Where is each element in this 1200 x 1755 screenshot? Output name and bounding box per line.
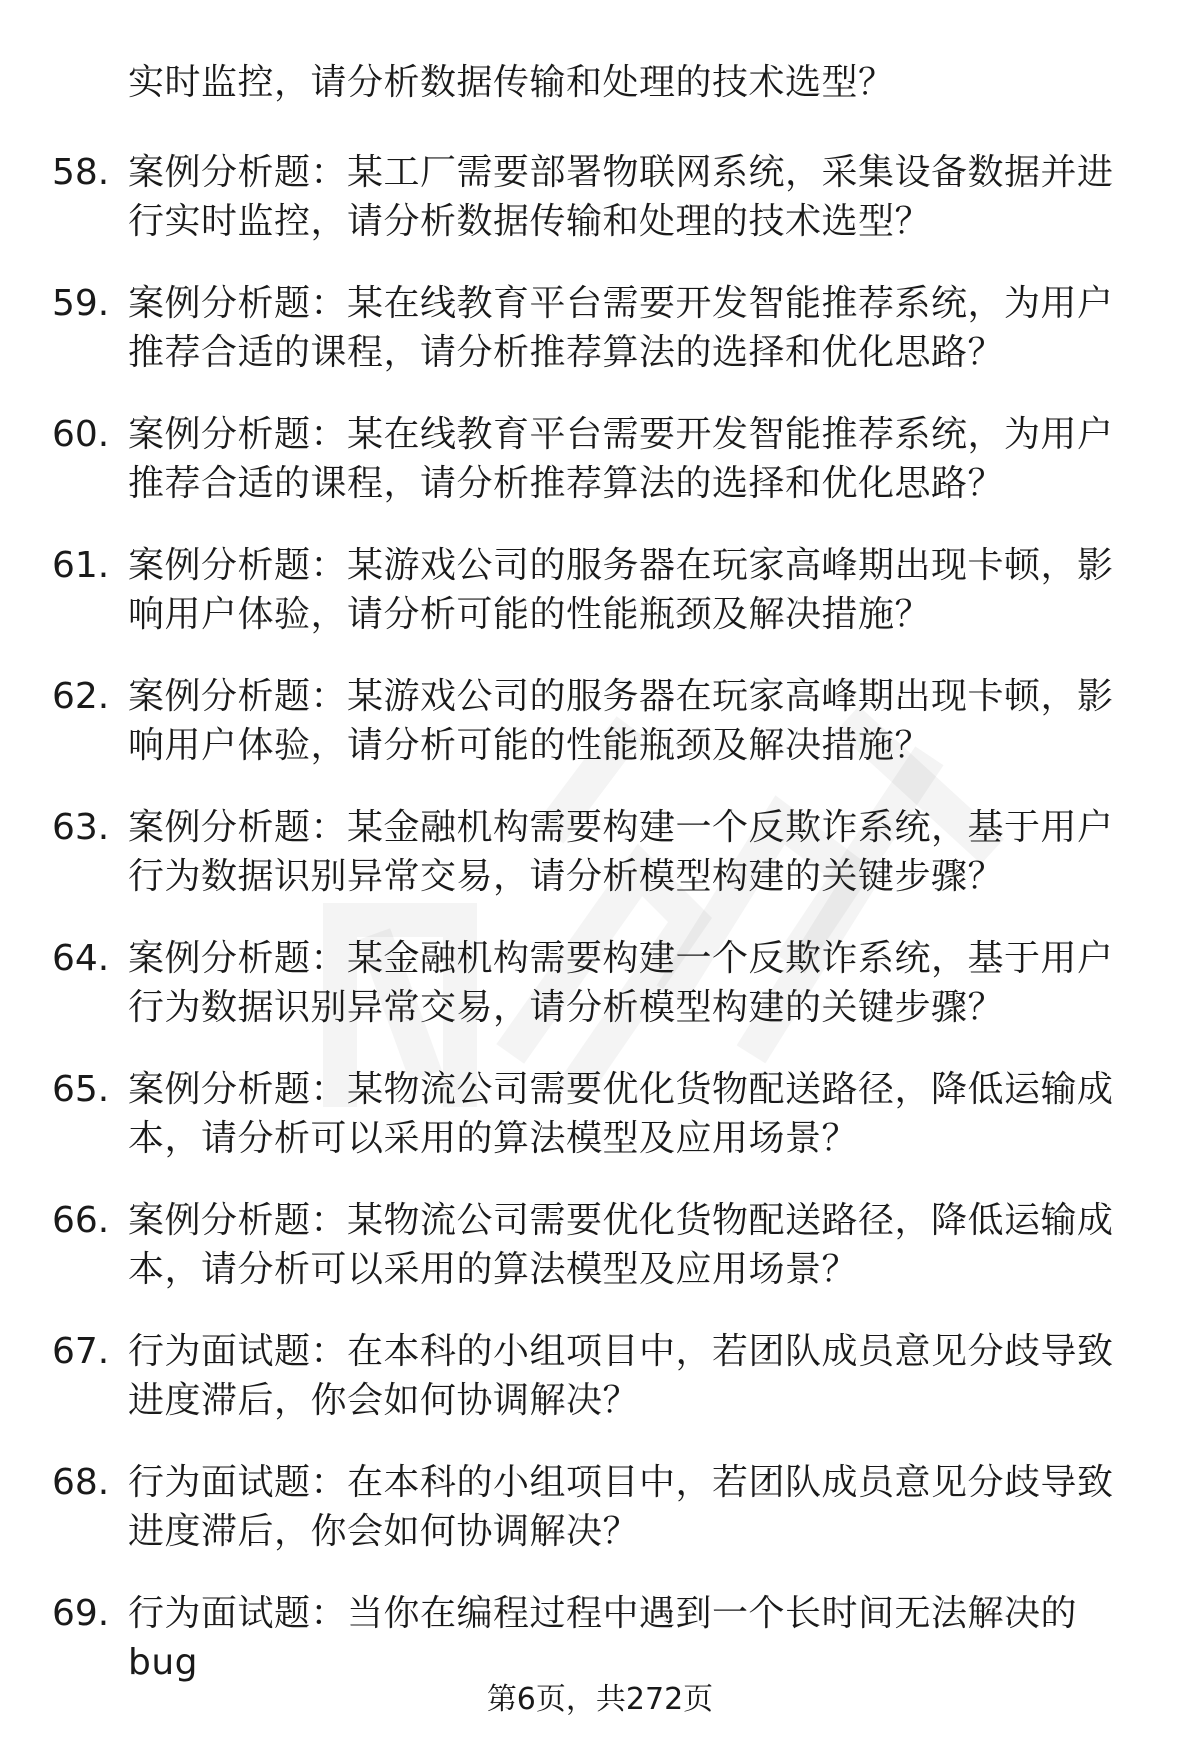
question-text: 案例分析题：某物流公司需要优化货物配送路径，降低运输成本，请分析可以采用的算法模型及应用场景？ (128, 1069, 1114, 1159)
question-text: 案例分析题：某在线教育平台需要开发智能推荐系统，为用户推荐合适的课程，请分析推荐算法的选择和优化思路？ (128, 283, 1114, 373)
question-text: 案例分析题：某工厂需要部署物联网系统，采集设备数据并进行实时监控，请分析数据传输和处理的技术选型？ (128, 152, 1114, 242)
question-item (0, 1196, 1200, 1327)
question-number: 58. (52, 152, 110, 193)
question-number: 61. (52, 545, 110, 586)
question-item (0, 1327, 1200, 1458)
question-text: 案例分析题：某金融机构需要构建一个反欺诈系统，基于用户行为数据识别异常交易，请分析模型构建的关键步骤？ (128, 807, 1114, 897)
question-number: 62. (52, 676, 110, 717)
question-text: 案例分析题：某游戏公司的服务器在玩家高峰期出现卡顿，影响用户体验，请分析可能的性能瓶颈及解决措施？ (128, 676, 1114, 766)
question-item (0, 1065, 1200, 1196)
continuation-line: 实时监控，请分析数据传输和处理的技术选型？ (128, 62, 895, 103)
question-number: 65. (52, 1069, 110, 1110)
page-footer: 第6页，共272页 (486, 1682, 714, 1717)
question-item (0, 803, 1200, 934)
question-item (0, 1458, 1200, 1589)
question-number: 59. (52, 283, 110, 324)
question-item (0, 279, 1200, 410)
question-number: 69. (52, 1593, 110, 1634)
question-number: 68. (52, 1462, 110, 1503)
question-number: 60. (52, 414, 110, 455)
question-number: 63. (52, 807, 110, 848)
question-item (0, 934, 1200, 1065)
question-text: 行为面试题：在本科的小组项目中，若团队成员意见分歧导致进度滞后，你会如何协调解决？ (128, 1462, 1114, 1552)
question-number: 66. (52, 1200, 110, 1241)
question-text: 案例分析题：某在线教育平台需要开发智能推荐系统，为用户推荐合适的课程，请分析推荐算法的选择和优化思路？ (128, 414, 1114, 504)
question-item (0, 672, 1200, 803)
question-text: 案例分析题：某游戏公司的服务器在玩家高峰期出现卡顿，影响用户体验，请分析可能的性能瓶颈及解决措施？ (128, 545, 1114, 635)
question-item (0, 410, 1200, 541)
question-number: 64. (52, 938, 110, 979)
question-item (0, 541, 1200, 672)
question-number: 67. (52, 1331, 110, 1372)
question-text: 行为面试题：在本科的小组项目中，若团队成员意见分歧导致进度滞后，你会如何协调解决？ (128, 1331, 1114, 1421)
question-text: 案例分析题：某金融机构需要构建一个反欺诈系统，基于用户行为数据识别异常交易，请分析模型构建的关键步骤？ (128, 938, 1114, 1028)
question-text: 行为面试题：当你在编程过程中遇到一个长时间无法解决的bug (128, 1593, 1078, 1683)
question-item (0, 148, 1200, 279)
question-list (0, 148, 1200, 1720)
question-text: 案例分析题：某物流公司需要优化货物配送路径，降低运输成本，请分析可以采用的算法模型及应用场景？ (128, 1200, 1114, 1290)
